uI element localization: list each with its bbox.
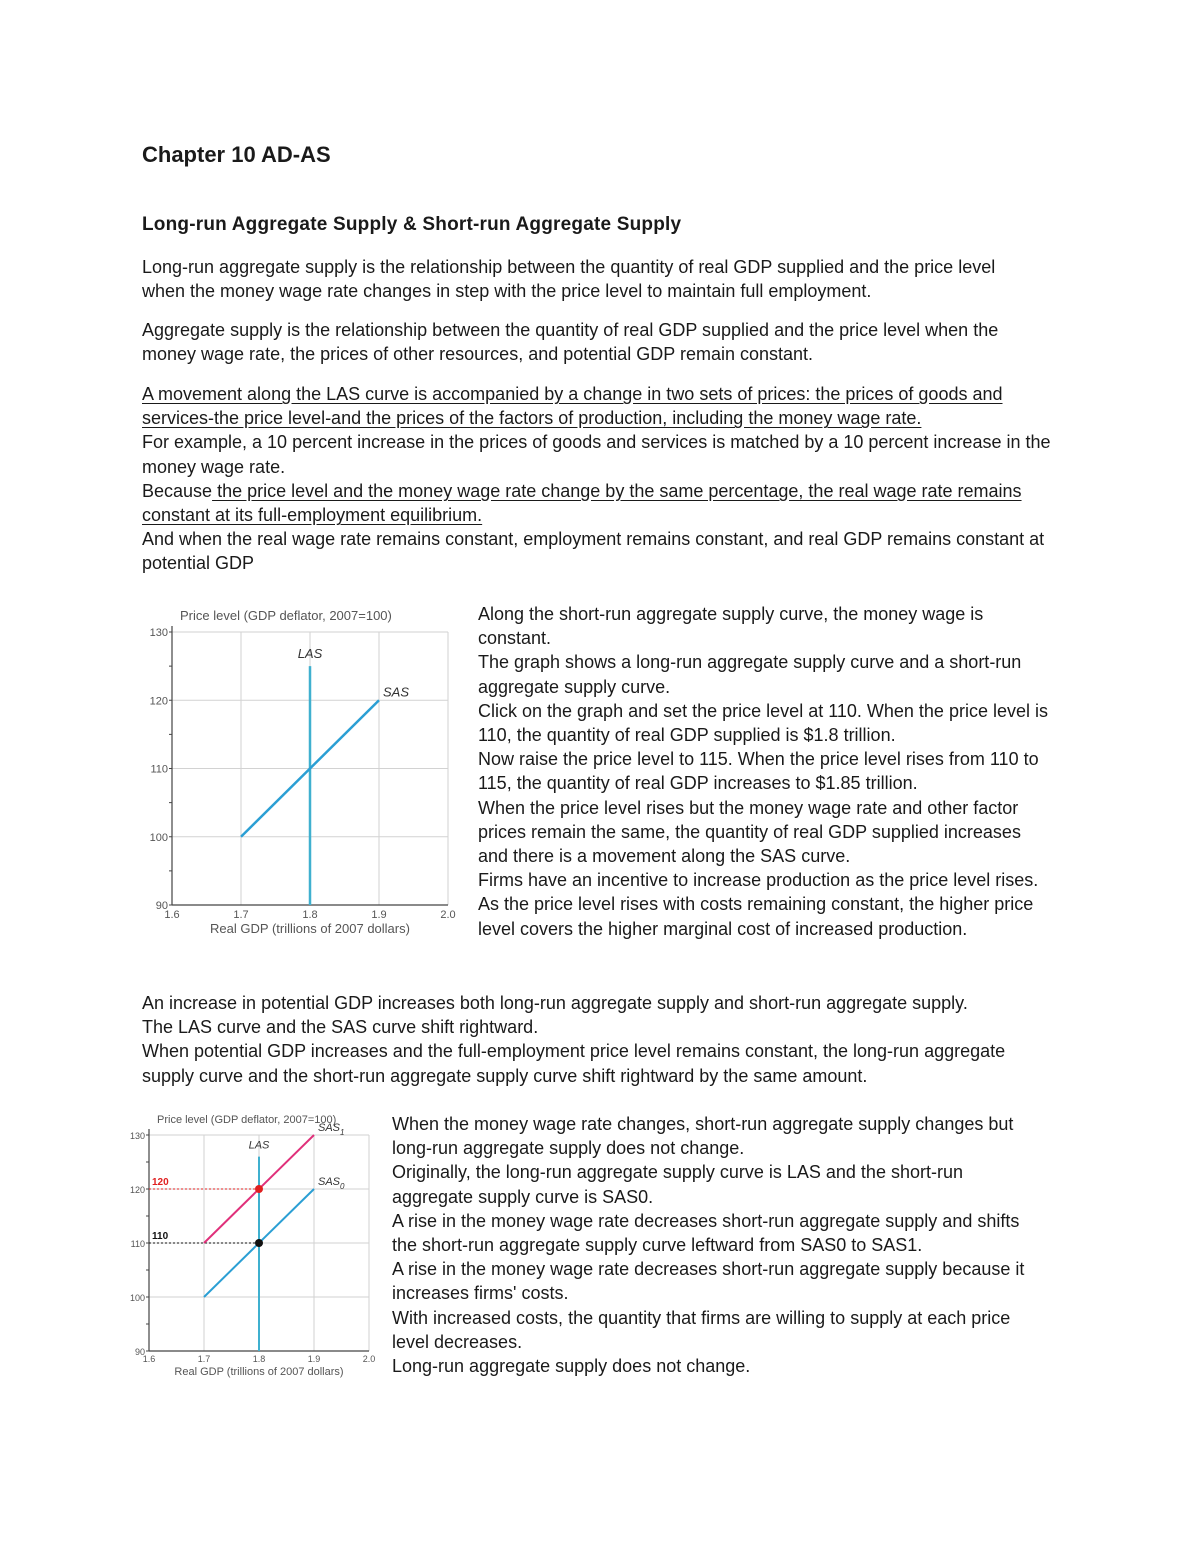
section-heading: Long-run Aggregate Supply & Short-run Aggregate Supply	[142, 214, 682, 235]
las-sas-chart	[140, 600, 465, 950]
y-tick-label: 110	[150, 763, 168, 776]
equilibrium-point-120	[255, 1185, 263, 1193]
because-underlined: the price level and the money wage rate change by the same percentage, the real wage rate remains constant at its full-employment equilibrium.	[142, 480, 1022, 526]
x-tick-label: 1.8	[252, 1354, 266, 1364]
series-label-sas: SAS	[383, 684, 410, 700]
series-label-las: LAS	[297, 646, 323, 662]
series-label-sas0: $SAS_0$	[318, 1176, 345, 1191]
sas-shift-graph	[129, 1108, 380, 1393]
y-tick-label: 130	[149, 627, 168, 639]
side-text-sas: Along the short-run aggregate supply curve, the money wage is constant. The graph shows a long-run aggregate supply curve and a short-run aggregate supply curve. Click on the graph and set the price level at 110. When the price level is 110, the quantity of real GDP supplied is $1.8 trillion. Now raise the price level to 115. When the price level rises from 110 to 115, the quantity of real GDP increases to $1.85 trillion. When the price level rises but the money wage rate and other factor prices remain the same, the quantity of real GDP supplied increases and there is a movement along the SAS curve. Firms have an incentive to increase production as the price level rises. As the price level rises with costs remaining constant, the higher price level covers the higher marginal cost of increased production.	[478, 604, 1048, 939]
x-tick-label: 1.7	[197, 1354, 211, 1364]
y-tick-label: 130	[129, 1131, 145, 1141]
y-tick-label: 100	[149, 831, 168, 844]
chart-title: Price level (GDP deflator, 2007=100)	[180, 608, 392, 623]
paragraph-las-movement	[142, 382, 1052, 576]
paragraph-potential-gdp: An increase in potential GDP increases both long-run aggregate supply and short-run aggregate supply. The LAS curve and the SAS curve shift rightward. When potential GDP increases and the full-employment price level remains constant, the long-run aggregate supply curve and the short-run aggregate supply curve shift rightward by the same amount.	[142, 993, 1006, 1086]
paragraph-las-definition: Long-run aggregate supply is the relationship between the quantity of real GDP supplied and the price level when the money wage rate changes in step with the price level to maintain full employment.	[142, 257, 996, 302]
las-movement-underlined: A movement along the LAS curve is accompanied by a change in two sets of prices: the prices of goods and services-the price level-and the prices of the factors of production, including the money wage rate.	[142, 384, 1003, 429]
point-label-110: 110	[152, 1231, 169, 1242]
x-tick-label: 2.0	[440, 909, 456, 921]
x-tick-label: 1.9	[371, 909, 387, 921]
because-word: Because	[142, 480, 213, 501]
sas-shift-chart	[129, 1108, 380, 1388]
x-tick-label: 1.6	[164, 909, 180, 921]
paragraph-as-definition: Aggregate supply is the relationship between the quantity of real GDP supplied and the price level when the money wage rate, the prices of other resources, and potential GDP remain constant.	[142, 320, 999, 365]
x-tick-label: 2.0	[362, 1354, 376, 1364]
x-tick-label: 1.6	[142, 1354, 156, 1364]
y-tick-label: 100	[129, 1293, 145, 1303]
las-example: For example, a 10 percent increase in the prices of goods and services is matched by a 10 percent increase in the money wage rate.	[142, 432, 1051, 477]
y-tick-label: 110	[130, 1239, 145, 1249]
y-tick-label: 90	[134, 1347, 145, 1357]
y-tick-label: 120	[149, 695, 168, 708]
x-axis-label: Real GDP (trillions of 2007 dollars)	[210, 921, 410, 936]
x-tick-label: 1.7	[233, 909, 249, 921]
series-label-sas1: $SAS_1$	[318, 1122, 345, 1137]
equilibrium-point-110	[255, 1239, 263, 1247]
series-label-las: LAS	[248, 1139, 270, 1152]
chapter-title: Chapter 10 AD-AS	[142, 142, 331, 167]
y-tick-label: 90	[155, 900, 168, 912]
real-wage-constant: And when the real wage rate remains constant, employment remains constant, and real GDP remains constant at potential GDP	[142, 529, 1045, 574]
chart-title: Price level (GDP deflator, 2007=100)	[157, 1114, 337, 1126]
x-axis-label: Real GDP (trillions of 2007 dollars)	[174, 1366, 344, 1378]
las-sas-graph	[140, 600, 465, 955]
side-text-wage-rate: When the money wage rate changes, short-run aggregate supply changes but long-run aggregate supply does not change. Originally, the long-run aggregate supply curve is LAS and the short-run aggregate supply curve is SAS0. A rise in the money wage rate decreases short-run aggregate supply and shifts the short-run aggregate supply curve leftward from SAS0 to SAS1. A rise in the money wage rate decreases short-run aggregate supply because it increases firms' costs. With increased costs, the quantity that firms are willing to supply at each price level decreases. Long-run aggregate supply does not change.	[392, 1114, 1025, 1377]
x-tick-label: 1.9	[307, 1354, 321, 1364]
point-label-120: 120	[152, 1177, 169, 1188]
x-tick-label: 1.8	[302, 909, 318, 921]
y-tick-label: 120	[129, 1185, 145, 1195]
